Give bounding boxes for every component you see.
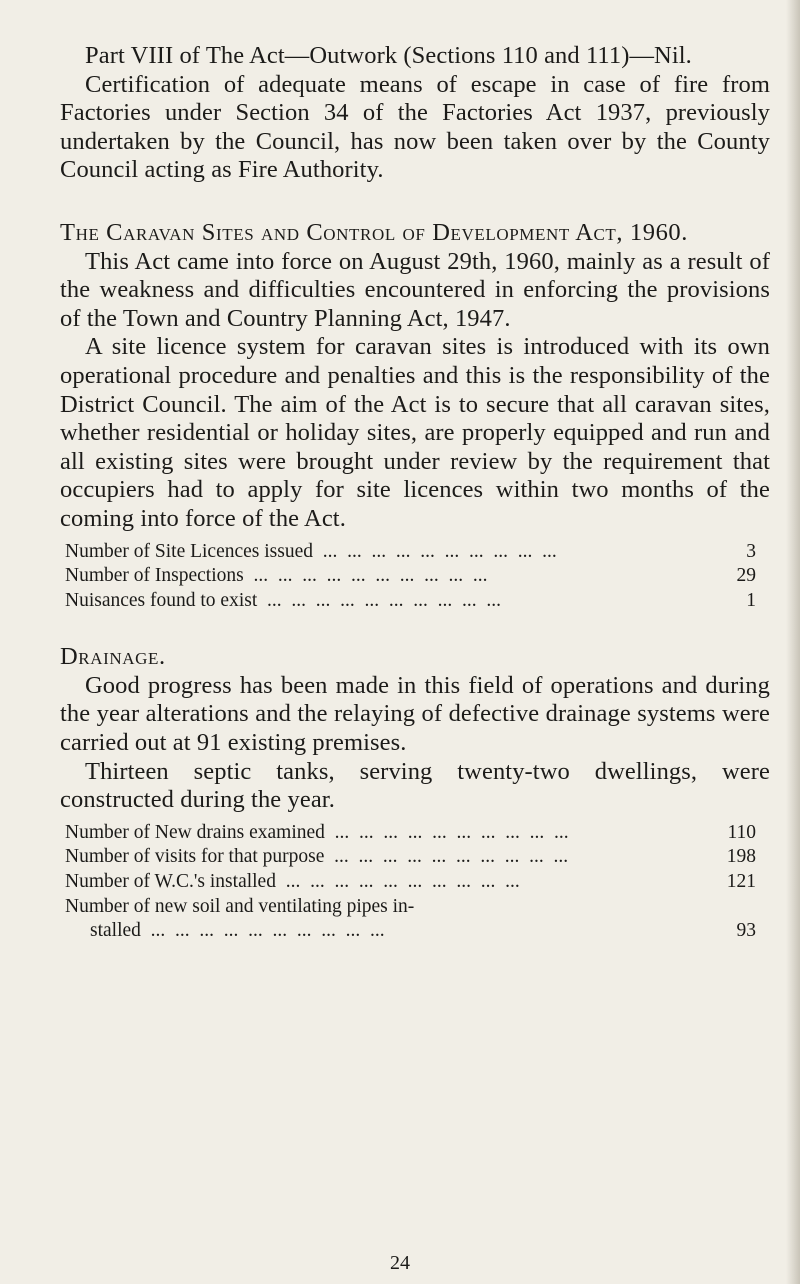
stat-value: 3 xyxy=(746,540,756,562)
part-viii-paragraph: Certification of adequate means of escape in case of fire from Factories under Section 34 of the Factories Act 1937, previously undertaken by the Council, has now been taken over by the County Council acting as Fire Authority. xyxy=(60,70,770,184)
stat-label: Number of Inspections ... xyxy=(65,564,700,589)
stat-value: 110 xyxy=(727,821,756,843)
stat-label: Number of new soil and ventilating pipes in- xyxy=(65,895,415,917)
drainage-paragraph-1: Good progress has been made in this field of operations and during the year alterations and the relaying of defective drainage systems were carried out at 91 existing premises. xyxy=(60,671,770,757)
stat-value: 29 xyxy=(736,565,756,587)
document-page xyxy=(60,42,770,944)
stat-label: Number of visits for that purpose ... xyxy=(65,845,700,870)
drainage-heading xyxy=(60,643,770,672)
table-row xyxy=(60,870,770,895)
stat-value: 121 xyxy=(726,871,756,893)
stat-label-continued: stalled ... xyxy=(65,919,700,944)
caravan-heading: The Caravan Sites and Control of Development Act, 1960. xyxy=(60,218,688,246)
part-viii-heading: Part VIII of The Act—Outwork (Sections 110 and 111)—Nil. xyxy=(85,42,692,69)
drainage-paragraph-2: Thirteen septic tanks, serving twenty-two dwellings, were constructed during the year. xyxy=(60,757,770,814)
stat-value: 1 xyxy=(746,589,756,611)
stat-label: Nuisances found to exist ... xyxy=(65,589,700,614)
page-edge-shadow xyxy=(786,0,800,1284)
table-row xyxy=(60,589,770,614)
stat-label: Number of New drains examined ... xyxy=(65,821,700,846)
table-row xyxy=(60,540,770,565)
caravan-paragraph-2: A site licence system for caravan sites is introduced with its own operational procedure and penalties and this is the responsibility of the District Council. The aim of the Act is to secure that all caravan sites, whether residential or holiday sites, are properly equipped and run and all existing sites were brought under review by the requirement that occupiers had to apply for site licences within two months of the coming into force of the Act. xyxy=(60,333,770,532)
caravan-paragraph-1: This Act came into force on August 29th, 1960, mainly as a result of the weakness and difficulties encountered in enforcing the provisions of the Town and Country Planning Act, 1947. xyxy=(60,247,770,332)
page-number: 24 xyxy=(390,1252,410,1274)
table-row xyxy=(60,845,770,870)
stat-label: Number of Site Licences issued ... xyxy=(65,540,700,565)
stat-label: Number of W.C.'s installed ... xyxy=(65,870,700,895)
table-row xyxy=(60,919,770,944)
drainage-stats-table xyxy=(60,821,770,944)
table-row xyxy=(60,895,770,920)
table-row xyxy=(60,821,770,846)
caravan-stats-table xyxy=(60,540,770,614)
stat-value: 93 xyxy=(736,920,756,942)
drainage-heading-text: Drainage. xyxy=(60,643,166,671)
table-row xyxy=(60,564,770,589)
stat-value: 198 xyxy=(726,846,756,868)
